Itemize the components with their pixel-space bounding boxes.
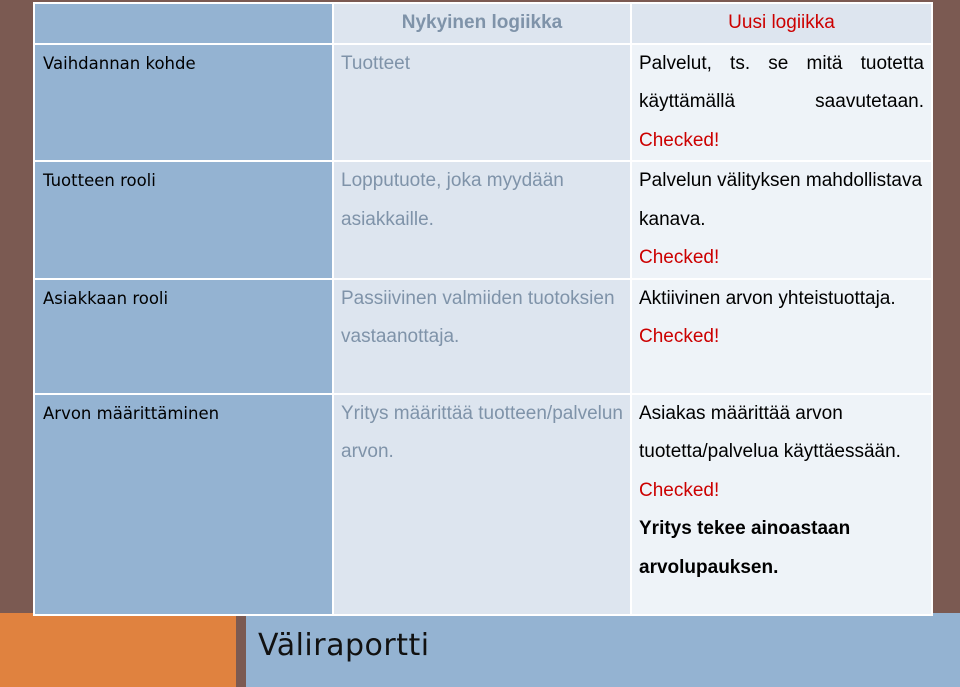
- header-new-logic: Uusi logiikka: [631, 3, 932, 44]
- new-logic-text: Asiakas määrittää arvon tuotetta/palvelua käyttäessään.: [639, 402, 901, 462]
- new-logic-text-line1: Palvelut, ts. se mitä tuotetta: [639, 52, 924, 74]
- row-label: Arvon määrittäminen: [34, 394, 333, 616]
- checked-mark: Checked!: [639, 326, 720, 347]
- checked-mark: Checked!: [639, 129, 720, 151]
- new-logic-text: Aktiivinen arvon yhteistuottaja.: [639, 287, 896, 309]
- row-label: Asiakkaan rooli: [34, 279, 333, 394]
- footer-accent-orange: [0, 613, 236, 687]
- table-row: [34, 44, 932, 162]
- current-logic-cell: Yritys määrittää tuotteen/palvelun arvon.: [333, 394, 631, 616]
- checked-mark: Checked!: [639, 479, 720, 501]
- current-logic-cell: Tuotteet: [333, 44, 631, 162]
- new-logic-cell: [631, 279, 932, 394]
- header-current-logic: Nykyinen logiikka: [333, 3, 631, 44]
- current-logic-cell: Passiivinen valmiiden tuotoksien vastaanottaja.: [333, 279, 631, 394]
- new-logic-cell: [631, 161, 932, 279]
- row-label: Vaihdannan kohde: [34, 44, 333, 162]
- new-logic-text-line2: käyttämällä saavutetaan.: [639, 91, 924, 112]
- table-row: [34, 394, 932, 616]
- new-logic-cell: [631, 44, 932, 162]
- row-label: Tuotteen rooli: [34, 161, 333, 279]
- new-logic-note: Yritys tekee ainoastaan arvolupauksen.: [639, 518, 851, 578]
- comparison-table: [33, 2, 933, 616]
- table-header-row: [34, 3, 932, 44]
- table-row: [34, 161, 932, 279]
- new-logic-text: Palvelun välityksen mahdollistava kanava.: [639, 170, 923, 230]
- current-logic-cell: Lopputuote, joka myydään asiakkaille.: [333, 161, 631, 279]
- checked-mark: Checked!: [639, 247, 720, 268]
- new-logic-cell: [631, 394, 932, 616]
- header-empty-cell: [34, 3, 333, 44]
- table-row: [34, 279, 932, 394]
- footer-title: Väliraportti: [258, 628, 430, 663]
